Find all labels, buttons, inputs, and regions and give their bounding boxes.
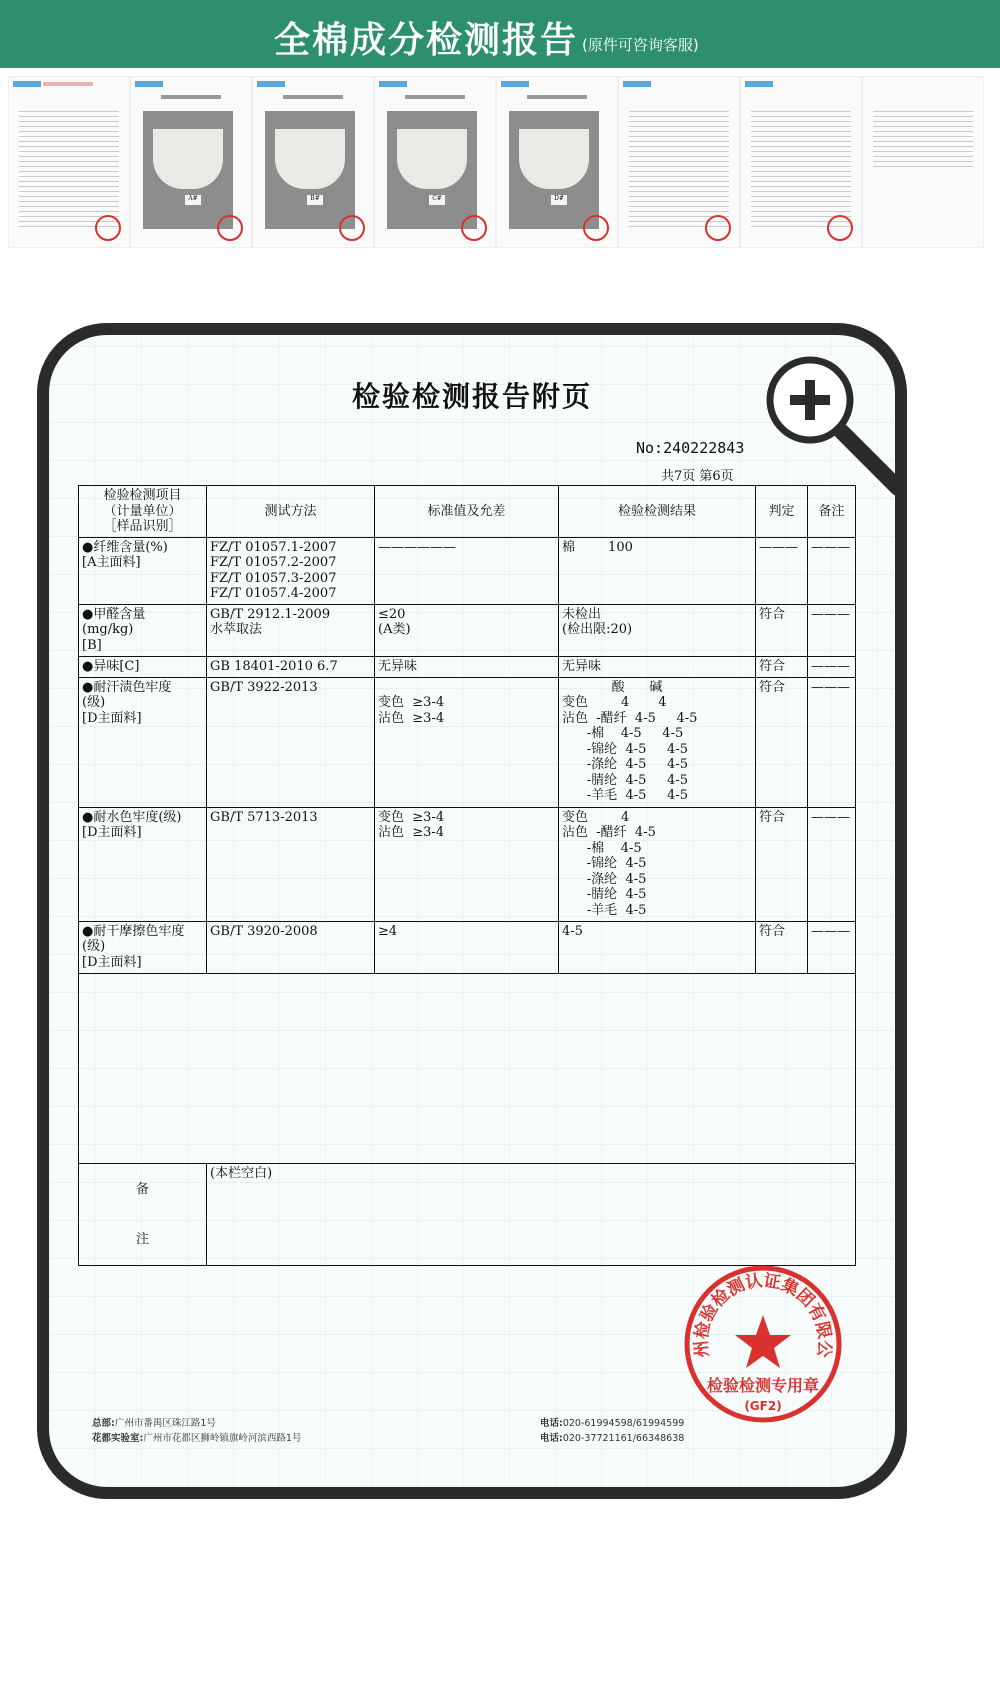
thumbnail-sample-photo[interactable]	[374, 76, 496, 248]
stamp-purpose-text: 检验检测专用章	[706, 1376, 820, 1395]
logo-icon	[379, 81, 407, 87]
header-remark: 备注	[808, 486, 856, 538]
cell-judgement: 符合	[756, 677, 808, 807]
banner-title: 全棉成分检测报告	[274, 20, 579, 61]
cell-judgement: 符合	[756, 921, 808, 973]
footer-tel-label: 电话:	[540, 1433, 563, 1444]
header-banner	[0, 0, 1000, 68]
stamp-icon	[339, 215, 365, 241]
footer-lab-address: 广州市花都区狮岭镇旗岭河滨西路1号	[143, 1433, 302, 1444]
footer-hq-address: 广州市番禺区珠江路1号	[114, 1418, 216, 1429]
footer-hq	[92, 1415, 216, 1429]
header-judgement: 判定	[756, 486, 808, 538]
logo-icon	[623, 81, 651, 87]
cell-judgement: 符合	[756, 807, 808, 921]
header-item: 检验检测项目 （计量单位） ［样品识别］	[79, 486, 207, 538]
thumbnail-sample-photo[interactable]	[252, 76, 374, 248]
cell-remark: ———	[808, 677, 856, 807]
report-number: No:240222843	[636, 439, 745, 457]
table-row	[79, 604, 856, 656]
table-row	[79, 807, 856, 921]
thumbnail-report-cover[interactable]	[8, 76, 130, 248]
footer-tel-1	[540, 1415, 684, 1429]
stamp-star-icon	[735, 1315, 791, 1368]
footer-tel-number: 020-61994598/61994599	[562, 1418, 685, 1429]
table-row	[79, 677, 856, 807]
cell-method: GB/T 5713-2013	[207, 807, 375, 921]
cell-remark: ———	[808, 656, 856, 677]
thumbnail-sample-photo[interactable]	[130, 76, 252, 248]
cell-remark: ———	[808, 921, 856, 973]
remarks-row	[79, 1163, 856, 1215]
cell-remark: ———	[808, 537, 856, 604]
cell-standard: ≤20 (A类)	[375, 604, 559, 656]
cell-result: 无异味	[559, 656, 756, 677]
remarks-label: 注	[79, 1215, 207, 1265]
logo-icon	[257, 81, 285, 87]
stamp-seal-icon	[682, 1263, 844, 1425]
cell-method: GB/T 2912.1-2009 水萃取法	[207, 604, 375, 656]
sample-tag: B#	[307, 195, 323, 205]
cell-result: 未检出 (检出限:20)	[559, 604, 756, 656]
garment-image	[519, 129, 589, 189]
cell-standard: ≥4	[375, 921, 559, 973]
cell-method: GB 18401-2010 6.7	[207, 656, 375, 677]
footer-hq-label: 总部:	[92, 1418, 115, 1429]
footer-lab	[92, 1430, 301, 1444]
cell-result: 酸 碱 变色 4 4 沾色 -醋纤 4-5 4-5 -棉 4-5 4-5 -锦纶 4-5 4-5 -涤纶 4-5 4-5 -腈纶 4-5 4-5 -羊毛 4-5 4-5	[559, 677, 756, 807]
cell-result: 4-5	[559, 921, 756, 973]
garment-image	[275, 129, 345, 189]
magnifier-icon	[760, 350, 910, 500]
cell-standard: 无异味	[375, 656, 559, 677]
remarks-text: (本栏空白)	[207, 1163, 856, 1265]
cell-judgement: ———	[756, 537, 808, 604]
report-table	[78, 485, 856, 1266]
cell-item: ●纤维含量(%) [A主面料]	[79, 537, 207, 604]
table-row	[79, 921, 856, 973]
page-info: 共7页 第6页	[661, 469, 734, 484]
cell-item: ●耐汗渍色牢度 (级) [D主面料]	[79, 677, 207, 807]
garment-image	[153, 129, 223, 189]
cell-judgement: 符合	[756, 656, 808, 677]
stamp-icon	[461, 215, 487, 241]
zoom-in-icon[interactable]	[760, 350, 910, 500]
cell-judgement: 符合	[756, 604, 808, 656]
garment-image	[397, 129, 467, 189]
report-thumbnail-strip	[8, 76, 992, 246]
logo-icon	[745, 81, 773, 87]
logo-icon	[501, 81, 529, 87]
thumbnail-sample-photo[interactable]	[496, 76, 618, 248]
stamp-icon	[95, 215, 121, 241]
footer-tel-label: 电话:	[540, 1418, 563, 1429]
sample-tag: D#	[551, 195, 567, 205]
stamp-icon	[827, 215, 853, 241]
banner-subtitle: (原件可咨询客服)	[582, 36, 699, 54]
stamp-icon	[217, 215, 243, 241]
footer-lab-label: 花都实验室:	[92, 1433, 144, 1444]
stamp-icon	[705, 215, 731, 241]
footer-tel-2	[540, 1430, 684, 1444]
document-title: 检验检测报告附页	[351, 380, 592, 413]
thumbnail-notes-page[interactable]	[862, 76, 984, 248]
thumbnail-appendix-page[interactable]	[618, 76, 740, 248]
cell-item: ●耐干摩擦色牢度 (级) [D主面料]	[79, 921, 207, 973]
stamp-org-text: 州检验检测认证集团有限公	[691, 1270, 835, 1359]
sample-tag: A#	[185, 195, 201, 205]
cell-remark: ———	[808, 604, 856, 656]
cell-standard: 变色 ≥3-4 沾色 ≥3-4	[375, 807, 559, 921]
cell-remark: ———	[808, 807, 856, 921]
table-blank-area	[79, 973, 856, 1163]
sample-tag: C#	[429, 195, 445, 205]
stamp-code-text: (GF2)	[744, 1399, 782, 1413]
cell-standard: 变色 ≥3-4 沾色 ≥3-4	[375, 677, 559, 807]
cell-item: ●异味[C]	[79, 656, 207, 677]
footer-tel-number: 020-37721161/66348638	[562, 1433, 685, 1444]
official-stamp	[682, 1263, 844, 1425]
table-header-row	[79, 486, 856, 538]
logo-icon	[135, 81, 163, 87]
remarks-label: 备	[79, 1163, 207, 1215]
cell-method: GB/T 3920-2008	[207, 921, 375, 973]
table-row	[79, 537, 856, 604]
cell-method: GB/T 3922-2013	[207, 677, 375, 807]
logo-icon	[13, 81, 41, 87]
header-result: 检验检测结果	[559, 486, 756, 538]
stamp-icon	[583, 215, 609, 241]
header-method: 测试方法	[207, 486, 375, 538]
header-standard: 标准值及允差	[375, 486, 559, 538]
cell-item: ●甲醛含量 (mg/kg) [B]	[79, 604, 207, 656]
cell-result: 变色 4 沾色 -醋纤 4-5 -棉 4-5 -锦纶 4-5 -涤纶 4-5 -腈纶 4-5 -羊毛 4-5	[559, 807, 756, 921]
table-row	[79, 656, 856, 677]
cell-method: FZ/T 01057.1-2007 FZ/T 01057.2-2007 FZ/T 01057.3-2007 FZ/T 01057.4-2007	[207, 537, 375, 604]
cell-standard: ——————	[375, 537, 559, 604]
cell-item: ●耐水色牢度(级) [D主面料]	[79, 807, 207, 921]
cell-result: 棉 100	[559, 537, 756, 604]
thumbnail-appendix-page[interactable]	[740, 76, 862, 248]
